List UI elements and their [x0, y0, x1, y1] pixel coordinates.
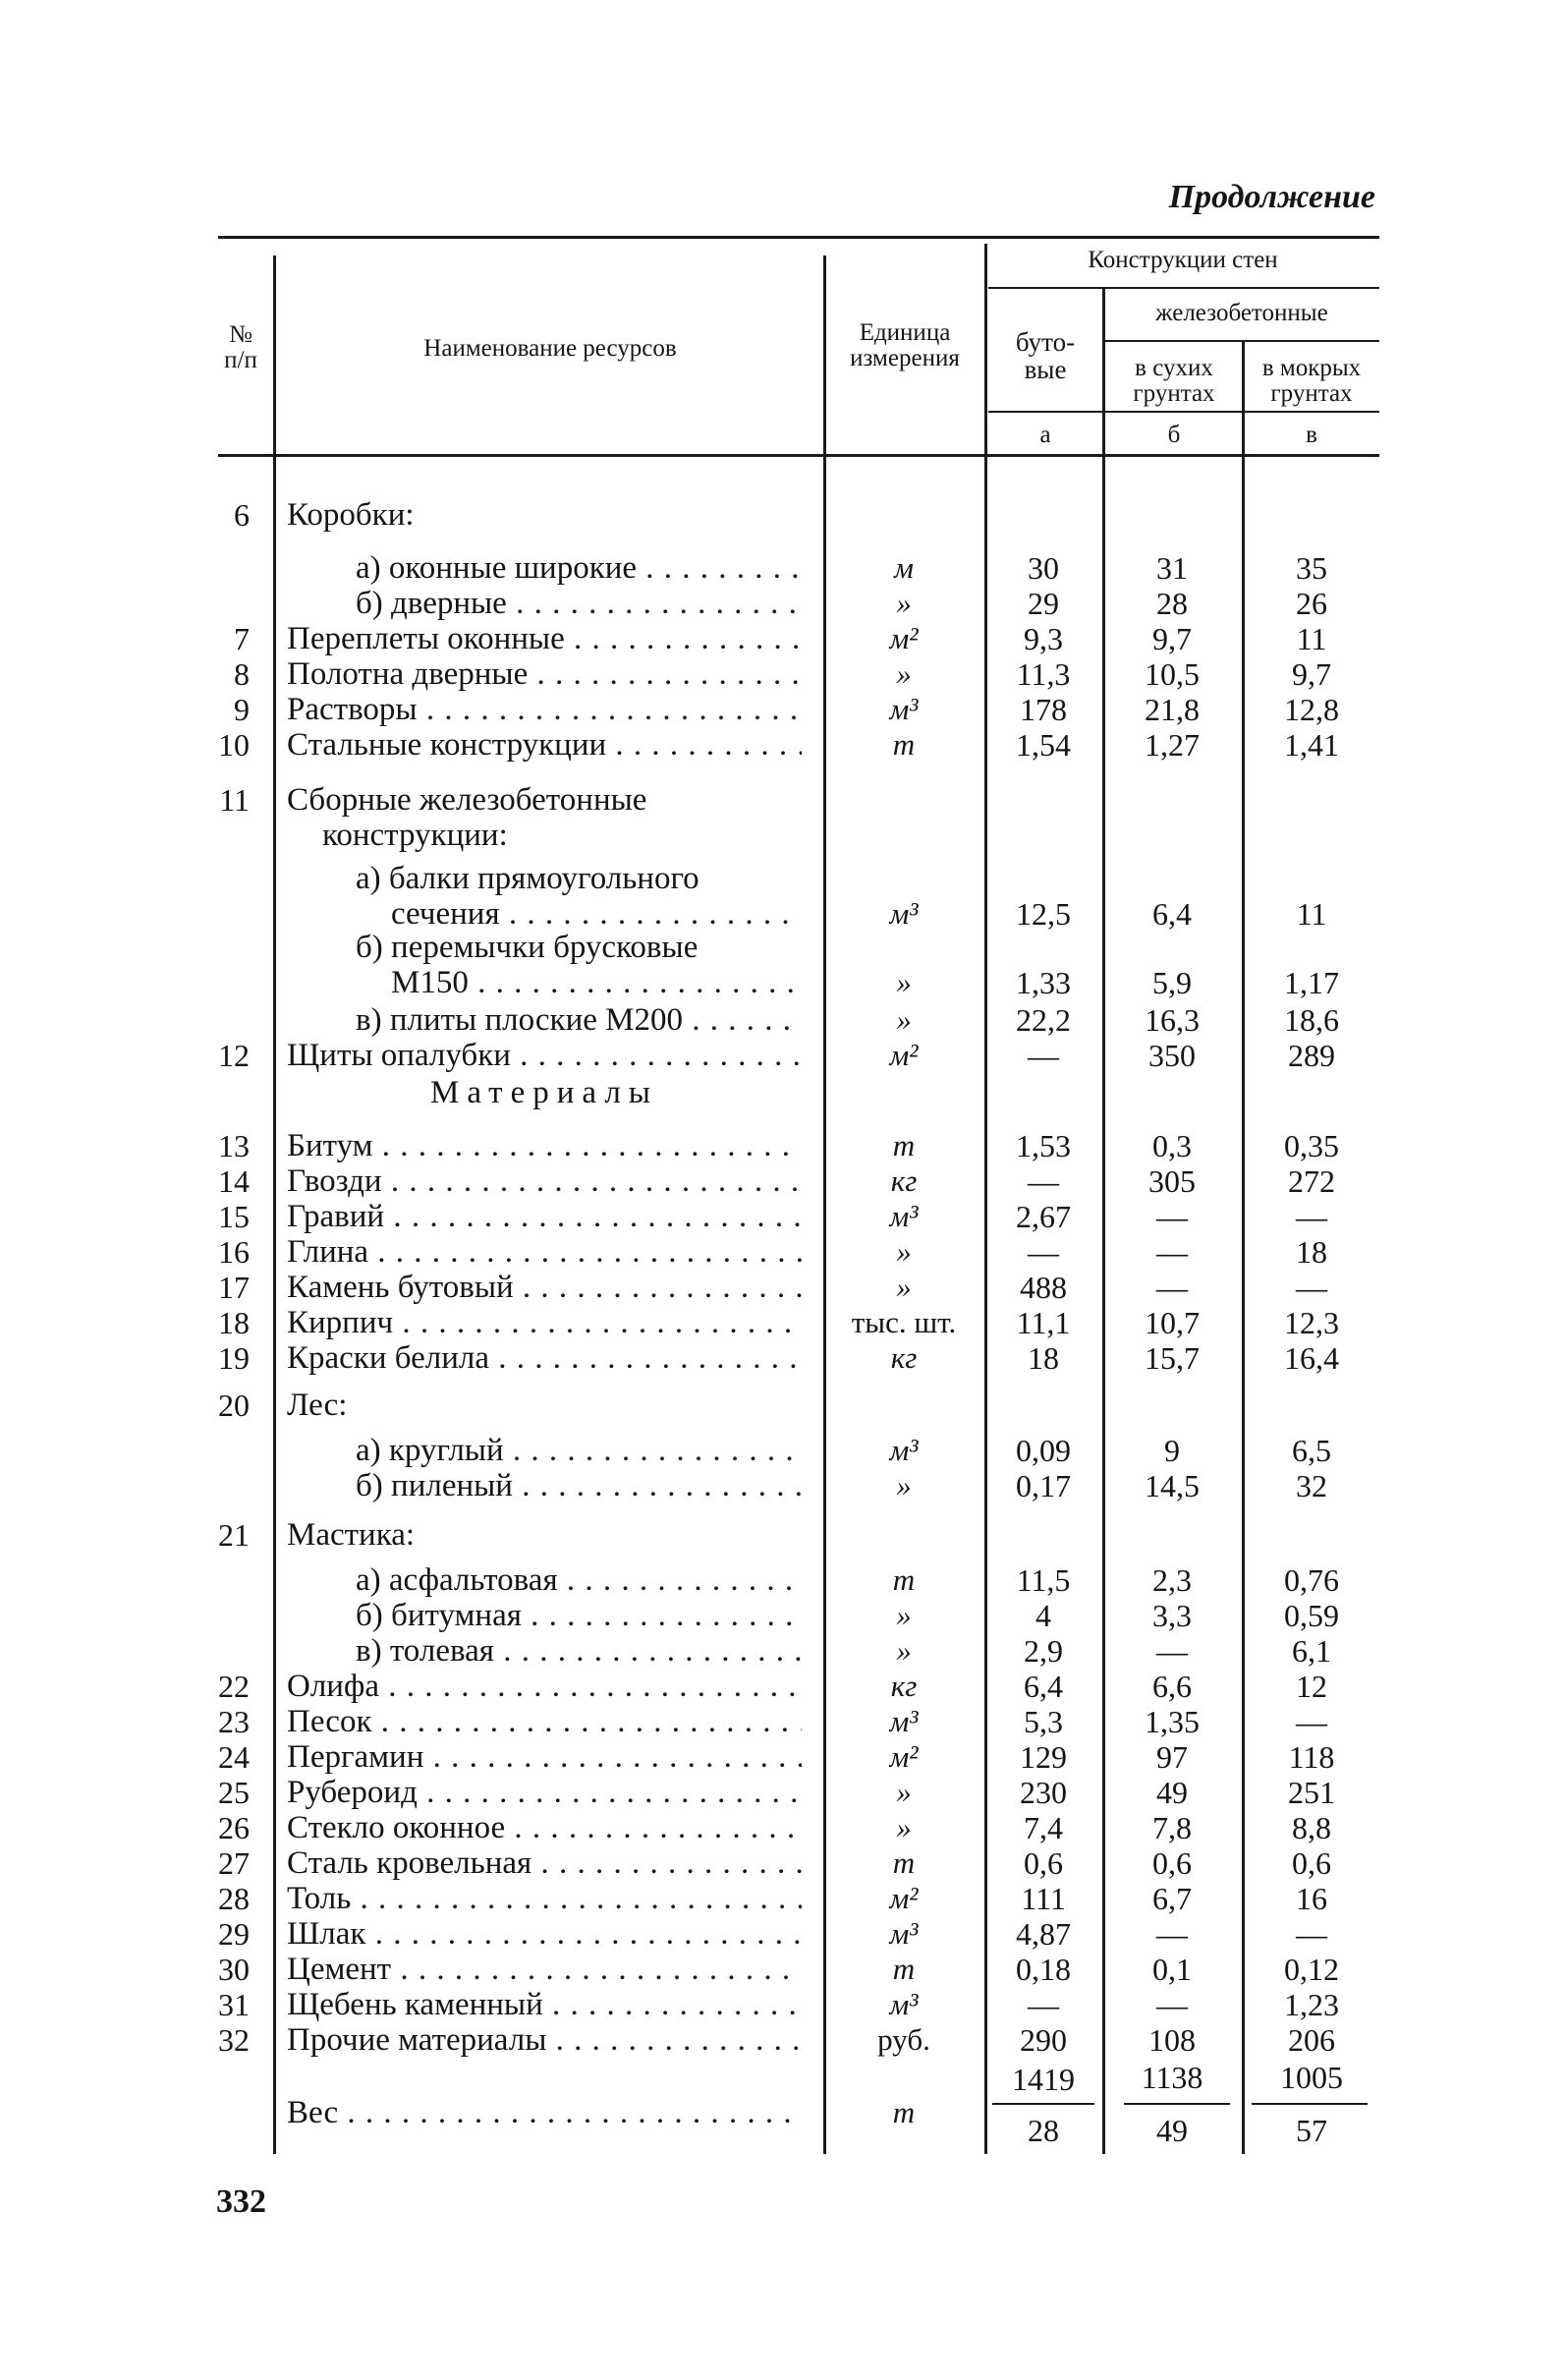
value-rubble: 488 — [1020, 1270, 1067, 1305]
value-rc-wet: 0,59 — [1284, 1598, 1339, 1633]
value-rc-dry: 7,8 — [1152, 1810, 1192, 1845]
value-rc-wet: — — [1296, 1270, 1327, 1305]
group-header-rule — [988, 287, 1379, 289]
value-rubble: 0,09 — [1016, 1433, 1071, 1468]
value-rc-wet: 0,35 — [1284, 1128, 1339, 1163]
value-rc-wet: 0,76 — [1284, 1562, 1339, 1598]
value-rc-dry: 0,3 — [1152, 1128, 1192, 1163]
row-number: 21 — [218, 1517, 250, 1553]
resource-name: Гравий . . . — [287, 1199, 802, 1235]
unit-cell: » — [896, 586, 912, 620]
value-rubble: — — [1028, 1038, 1059, 1073]
row-number: 7 — [234, 621, 250, 656]
row-number: 14 — [218, 1163, 250, 1199]
value-rc-dry: 6,7 — [1152, 1881, 1192, 1916]
value-rc-wet: — — [1296, 1916, 1327, 1952]
unit-cell: кг — [890, 1163, 918, 1198]
value-rubble: 290 — [1020, 2022, 1067, 2058]
weight-a-rule — [992, 2103, 1094, 2105]
value-rc-dry: 9 — [1164, 1433, 1180, 1468]
value-rc-dry: 21,8 — [1145, 692, 1200, 727]
weight-label: Вес . . . — [287, 2095, 802, 2131]
unit-cell: » — [896, 1468, 912, 1502]
unit-cell: » — [896, 1633, 912, 1668]
resource-name: Олифа . . . — [287, 1669, 802, 1705]
value-rc-dry: 28 — [1156, 586, 1188, 621]
unit-cell: кг — [890, 1340, 918, 1375]
unit-cell: т — [892, 727, 916, 762]
value-rubble: 178 — [1020, 692, 1067, 727]
row-number: 28 — [218, 1881, 250, 1916]
value-rc-dry: 10,5 — [1145, 656, 1200, 692]
unit-cell: кг — [890, 1669, 918, 1703]
resource-name: Песок . . . — [287, 1704, 802, 1740]
unit-cell: руб. — [877, 2022, 930, 2057]
unit-cell: т — [892, 1562, 916, 1597]
row-number: 32 — [218, 2022, 250, 2058]
resource-name: Шлак . . . — [287, 1916, 802, 1953]
resource-name: в) плиты плоские М200 . . . — [356, 1002, 802, 1039]
unit-cell: м³ — [889, 1199, 919, 1233]
row-number: 25 — [218, 1775, 250, 1810]
value-rc-dry: 49 — [1156, 1775, 1188, 1810]
subheader-rule — [988, 411, 1379, 413]
value-rubble: 12,5 — [1016, 896, 1071, 932]
value-rc-dry: — — [1156, 1234, 1188, 1270]
header-col-b: б — [1167, 422, 1181, 448]
header-num: № п/п — [224, 321, 257, 374]
value-rc-wet: 289 — [1288, 1038, 1335, 1073]
value-rc-wet: — — [1296, 1704, 1327, 1739]
value-rc-wet: 12,3 — [1284, 1305, 1339, 1340]
row-number: 12 — [218, 1038, 250, 1073]
value-rubble: 1,53 — [1016, 1128, 1071, 1163]
resource-name: Переплеты оконные . . . — [287, 621, 802, 657]
unit-cell: м² — [889, 1038, 919, 1072]
value-rubble: 111 — [1021, 1881, 1066, 1916]
value-rc-dry: 15,7 — [1145, 1340, 1200, 1376]
value-rc-wet: 0,12 — [1284, 1952, 1339, 1987]
resource-name: М150 . . . — [391, 965, 802, 1001]
value-rubble: 2,67 — [1016, 1199, 1071, 1234]
value-rubble: 0,17 — [1016, 1468, 1071, 1503]
unit-cell: м³ — [889, 1987, 919, 2021]
resource-name: Прочие материалы . . . — [287, 2022, 802, 2059]
weight-c-bottom: 57 — [1296, 2113, 1327, 2148]
resource-name: б) пиленый . . . — [356, 1468, 802, 1504]
row-number: 27 — [218, 1845, 250, 1881]
weight-c-rule — [1252, 2103, 1368, 2105]
value-rc-dry: 10,7 — [1145, 1305, 1200, 1340]
value-rc-dry: 0,1 — [1152, 1952, 1192, 1987]
value-rc-dry: 6,6 — [1152, 1669, 1192, 1704]
weight-b-top: 1138 — [1141, 2060, 1203, 2095]
unit-cell: м — [894, 550, 914, 585]
value-rc-wet: 8,8 — [1292, 1810, 1331, 1845]
resource-name: а) оконные широкие . . . — [356, 550, 802, 587]
value-rubble: 2,9 — [1024, 1633, 1063, 1669]
unit-cell: » — [896, 1775, 912, 1809]
resource-name: Кирпич . . . — [287, 1305, 802, 1341]
resource-name: Коробки: — [287, 497, 415, 533]
value-rc-wet: 26 — [1296, 586, 1327, 621]
resource-name: Рубероид . . . — [287, 1775, 802, 1811]
weight-a-top: 1419 — [1012, 2062, 1075, 2097]
value-rubble: 18 — [1028, 1340, 1059, 1376]
value-rc-wet: 1,23 — [1284, 1987, 1339, 2022]
page-number: 332 — [216, 2183, 266, 2220]
value-rc-dry: 31 — [1156, 550, 1188, 586]
value-rubble: 230 — [1020, 1775, 1067, 1810]
value-rc-wet: 206 — [1288, 2022, 1335, 2058]
value-rc-wet: 35 — [1296, 550, 1327, 586]
unit-cell: » — [896, 965, 912, 999]
header-col-c: в — [1306, 422, 1317, 448]
value-rc-wet: 118 — [1288, 1739, 1335, 1775]
resource-name: Мастика: — [287, 1517, 416, 1553]
resource-name: Толь . . . — [287, 1881, 802, 1917]
value-rc-wet: 12 — [1296, 1669, 1327, 1704]
unit-cell: м³ — [889, 896, 919, 931]
resource-name: б) перемычки брусковые — [356, 930, 699, 965]
row-number: 17 — [218, 1270, 250, 1305]
resource-name: Краски белила . . . — [287, 1340, 802, 1377]
value-rc-dry: 9,7 — [1152, 621, 1192, 656]
value-rubble: 29 — [1028, 586, 1059, 621]
resource-name: а) круглый . . . — [356, 1433, 802, 1469]
value-rc-dry: 108 — [1148, 2022, 1196, 2058]
resource-name: а) балки прямоугольного — [356, 861, 699, 896]
value-rubble: 22,2 — [1016, 1002, 1071, 1038]
row-number: 24 — [218, 1739, 250, 1775]
resource-name: а) асфальтовая . . . — [356, 1562, 802, 1599]
header-bottom-rule — [218, 454, 1379, 457]
value-rc-wet: 0,6 — [1292, 1845, 1331, 1881]
row-number: 26 — [218, 1810, 250, 1845]
value-rc-dry: — — [1156, 1199, 1188, 1234]
value-rubble: 11,3 — [1016, 656, 1071, 692]
unit-cell: м² — [889, 1739, 919, 1774]
unit-cell: » — [896, 1270, 912, 1304]
unit-cell: » — [896, 1598, 912, 1632]
value-rc-dry: — — [1156, 1987, 1188, 2022]
resource-name: б) дверные . . . — [356, 586, 802, 622]
value-rc-dry: 0,6 — [1152, 1845, 1192, 1881]
resource-name: Стальные конструкции . . . — [287, 727, 802, 764]
value-rc-wet: 1,41 — [1284, 727, 1339, 763]
value-rubble: 11,5 — [1016, 1562, 1071, 1598]
value-rc-wet: 1,17 — [1284, 965, 1339, 1000]
resource-name: конструкции: — [322, 818, 508, 853]
value-rc-dry: 16,3 — [1145, 1002, 1200, 1038]
value-rc-wet: 16,4 — [1284, 1340, 1339, 1376]
weight-unit: т — [892, 2095, 916, 2129]
header-rc: железобетонные — [1155, 300, 1328, 326]
resource-name: Полотна дверные . . . — [287, 656, 802, 693]
unit-cell: т — [892, 1845, 916, 1880]
value-rc-wet: 32 — [1296, 1468, 1327, 1503]
resource-name: в) толевая . . . — [356, 1633, 802, 1670]
row-number: 22 — [218, 1669, 250, 1704]
header-group: Конструкции стен — [1088, 247, 1278, 273]
unit-cell: » — [896, 1002, 912, 1037]
resource-name: Глина . . . — [287, 1234, 802, 1271]
resource-name: Щиты опалубки . . . — [287, 1038, 802, 1074]
row-number: 10 — [218, 727, 250, 763]
weight-c-top: 1005 — [1280, 2060, 1343, 2095]
value-rubble: 9,3 — [1024, 621, 1063, 656]
resource-name: Стекло оконное . . . — [287, 1810, 802, 1846]
row-number: 9 — [234, 692, 250, 727]
resource-name: Сборные железобетонные — [287, 782, 647, 818]
value-rc-dry: — — [1156, 1270, 1188, 1305]
value-rc-dry: 1,27 — [1145, 727, 1200, 763]
row-number: 18 — [218, 1305, 250, 1340]
value-rc-dry: 97 — [1156, 1739, 1188, 1775]
row-number: 23 — [218, 1704, 250, 1739]
value-rc-wet: 251 — [1288, 1775, 1335, 1810]
resource-name: Растворы . . . — [287, 692, 802, 728]
unit-cell: м² — [889, 621, 919, 655]
value-rc-wet: 9,7 — [1292, 656, 1331, 692]
unit-cell: » — [896, 1810, 912, 1844]
continuation-caption: Продолжение — [1168, 179, 1375, 215]
value-rc-dry: 1,35 — [1145, 1704, 1200, 1739]
weight-b-rule — [1124, 2103, 1230, 2105]
value-rc-dry: — — [1156, 1633, 1188, 1669]
value-rc-dry: 5,9 — [1152, 965, 1192, 1000]
col-divider-name — [273, 255, 276, 2154]
weight-b-bottom: 49 — [1156, 2113, 1188, 2148]
value-rc-dry: 3,3 — [1152, 1598, 1192, 1633]
value-rubble: 6,4 — [1024, 1669, 1063, 1704]
value-rubble: 1,33 — [1016, 965, 1071, 1000]
unit-cell: м³ — [889, 692, 919, 726]
value-rc-wet: 11 — [1296, 621, 1327, 656]
row-number: 20 — [218, 1388, 250, 1423]
value-rubble: 11,1 — [1016, 1305, 1071, 1340]
unit-cell: м² — [889, 1881, 919, 1915]
value-rubble: 0,18 — [1016, 1952, 1071, 1987]
unit-cell: м³ — [889, 1433, 919, 1467]
resource-name: сечения . . . — [391, 896, 802, 933]
value-rc-wet: 18,6 — [1284, 1002, 1339, 1038]
value-rc-wet: 11 — [1296, 896, 1327, 932]
value-rubble: 1,54 — [1016, 727, 1071, 763]
resource-name: Битум . . . — [287, 1128, 802, 1164]
unit-cell: » — [896, 1234, 912, 1269]
header-col-a: а — [1039, 422, 1051, 448]
unit-cell: т — [892, 1128, 916, 1162]
section-materials-title: Материалы — [430, 1075, 658, 1110]
value-rc-wet: 16 — [1296, 1881, 1327, 1916]
resource-name: Гвозди . . . — [287, 1163, 802, 1200]
row-number: 29 — [218, 1916, 250, 1952]
value-rc-dry: — — [1156, 1916, 1188, 1952]
resource-name: Сталь кровельная . . . — [287, 1845, 802, 1882]
row-number: 31 — [218, 1987, 250, 2022]
value-rc-dry: 2,3 — [1152, 1562, 1192, 1598]
value-rubble: — — [1028, 1987, 1059, 2022]
table-top-rule — [218, 236, 1379, 239]
unit-cell: м³ — [889, 1916, 919, 1951]
resource-name: Цемент . . . — [287, 1952, 802, 1988]
row-number: 15 — [218, 1199, 250, 1234]
unit-cell: тыс. шт. — [851, 1305, 957, 1339]
value-rc-dry: 350 — [1148, 1038, 1196, 1073]
row-number: 19 — [218, 1340, 250, 1376]
value-rubble: 5,3 — [1024, 1704, 1063, 1739]
unit-cell: » — [896, 656, 912, 691]
col-divider-unit — [823, 255, 826, 2154]
value-rubble: 30 — [1028, 550, 1059, 586]
header-dry: в сухих грунтах — [1133, 355, 1215, 408]
header-unit: Единица измерения — [850, 319, 960, 372]
resource-name: Щебень каменный . . . — [287, 1987, 802, 2023]
resource-name: Лес: — [287, 1388, 348, 1423]
header-wet: в мокрых грунтах — [1261, 355, 1362, 408]
row-number: 13 — [218, 1128, 250, 1163]
resource-name: Камень бутовый . . . — [287, 1270, 802, 1306]
row-number: 16 — [218, 1234, 250, 1270]
value-rc-dry: 305 — [1148, 1163, 1196, 1199]
value-rc-dry: 6,4 — [1152, 896, 1192, 932]
value-rubble: 129 — [1020, 1739, 1067, 1775]
row-number: 6 — [234, 497, 250, 533]
row-number: 11 — [219, 782, 250, 818]
value-rubble: — — [1028, 1163, 1059, 1199]
value-rc-wet: 12,8 — [1284, 692, 1339, 727]
row-number: 8 — [234, 656, 250, 692]
value-rubble: 0,6 — [1024, 1845, 1063, 1881]
value-rc-wet: — — [1296, 1199, 1327, 1234]
value-rc-wet: 6,5 — [1292, 1433, 1331, 1468]
unit-cell: т — [892, 1952, 916, 1986]
value-rc-wet: 6,1 — [1292, 1633, 1331, 1669]
unit-cell: м³ — [889, 1704, 919, 1738]
value-rubble: 4 — [1035, 1598, 1051, 1633]
resource-name: б) битумная . . . — [356, 1598, 802, 1634]
resource-name: Пергамин . . . — [287, 1739, 802, 1776]
value-rc-wet: 18 — [1296, 1234, 1327, 1270]
value-rubble: — — [1028, 1234, 1059, 1270]
weight-a-bottom: 28 — [1028, 2113, 1059, 2148]
value-rc-wet: 272 — [1288, 1163, 1335, 1199]
header-rubble: буто- вые — [1015, 327, 1076, 385]
value-rubble: 7,4 — [1024, 1810, 1063, 1845]
row-number: 30 — [218, 1952, 250, 1987]
value-rubble: 4,87 — [1016, 1916, 1071, 1952]
value-rc-dry: 14,5 — [1145, 1468, 1200, 1503]
header-name: Наименование ресурсов — [423, 335, 677, 362]
